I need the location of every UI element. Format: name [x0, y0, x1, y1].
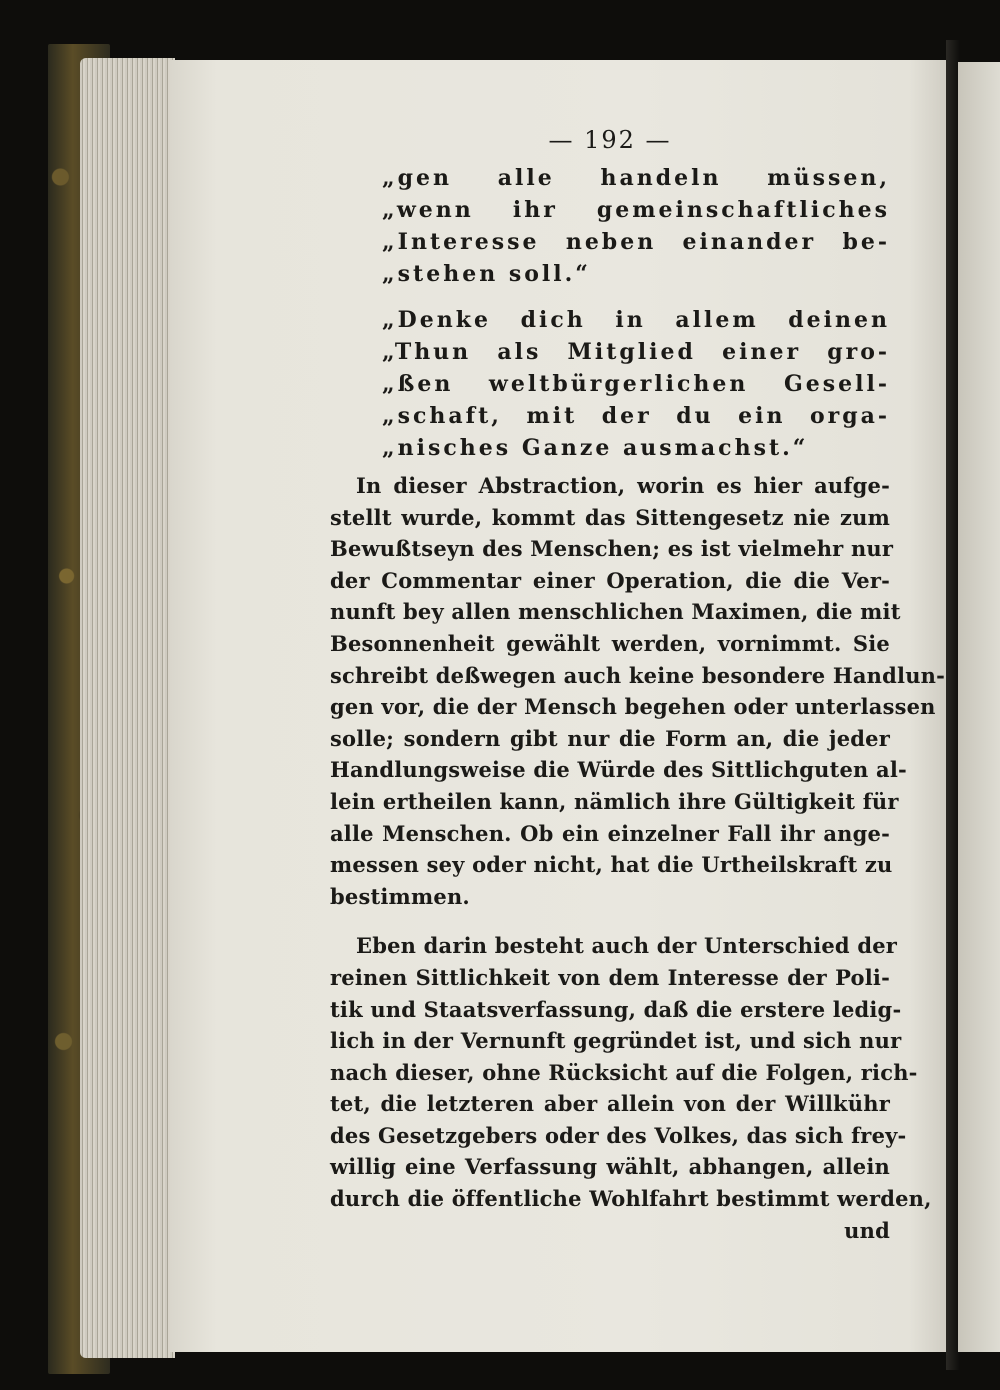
text-line: alle Menschen. Ob ein einzelner Fall ihr ange-: [330, 820, 890, 846]
text-line: lich in der Vernunft gegründet ist, und sich nur: [330, 1028, 902, 1054]
text-line: nunft bey allen menschlichen Maximen, die mit: [330, 599, 901, 625]
text-line: reinen Sittlichkeit von dem Interesse der Poli-: [330, 964, 890, 990]
text-line: Bewußtseyn des Menschen; es ist vielmehr nur: [330, 536, 894, 562]
next-page-edge: [958, 62, 1000, 1352]
paragraph-1: [330, 470, 946, 912]
text-line: willig eine Verfassung wählt, abhangen, allein: [330, 1154, 890, 1180]
text-line: der Commentar einer Operation, die die Ver-: [330, 567, 890, 593]
text-line: Besonnenheit gewählt werden, vornimmt. Sie: [330, 630, 890, 656]
text-line: „Thun als Mitglied einer gro-: [382, 339, 890, 365]
text-line: lein ertheilen kann, nämlich ihre Gültigkeit für: [330, 788, 899, 814]
text-line: tet, die letzteren aber allein von der Willkühr: [330, 1091, 890, 1117]
text-line: Handlungsweise die Würde des Sittlichguten al-: [330, 757, 907, 783]
text-line: Eben darin besteht auch der Unterschied der: [356, 933, 898, 959]
catchword: und: [844, 1217, 890, 1243]
text-line: nach dieser, ohne Rücksicht auf die Folgen, rich-: [330, 1059, 918, 1085]
text-line: des Gesetzgebers oder des Volkes, das sich frey-: [330, 1122, 907, 1148]
text-line: „ßen weltbürgerlichen Gesell-: [382, 371, 890, 397]
page-edges: [80, 58, 175, 1358]
page-number: — 192 —: [548, 126, 672, 154]
text-line: tik und Staatsverfassung, daß die erstere ledig-: [330, 996, 902, 1022]
text-line: stellt wurde, kommt das Sittengesetz nie zum: [330, 504, 890, 530]
page-text: [330, 126, 946, 1246]
text-line: „stehen soll.“: [382, 261, 591, 287]
text-line: durch die öffentliche Wohlfahrt bestimmt werden,: [330, 1186, 932, 1212]
quote-block-2: [382, 304, 890, 464]
text-line: gen vor, die der Mensch begehen oder unterlassen: [330, 694, 936, 720]
text-line: bestimmen.: [330, 883, 470, 909]
text-line: „wenn ihr gemeinschaftliches: [382, 197, 890, 223]
paragraph-2: [330, 930, 932, 1246]
text-line: messen sey oder nicht, hat die Urtheilskraft zu: [330, 852, 893, 878]
text-line: „nisches Ganze ausmachst.“: [382, 435, 809, 461]
text-line: solle; sondern gibt nur die Form an, die jeder: [330, 725, 890, 751]
text-line: „Interesse neben einander be-: [382, 229, 890, 255]
text-line: „Denke dich in allem deinen: [382, 307, 890, 333]
text-line: In dieser Abstraction, worin es hier aufge-: [356, 473, 890, 498]
text-line: „gen alle handeln müssen,: [382, 165, 890, 191]
text-line: schreibt deßwegen auch keine besondere Handlun-: [330, 662, 946, 688]
text-line: „schaft, mit der du ein orga-: [382, 403, 890, 429]
quote-block-1: [382, 162, 890, 290]
